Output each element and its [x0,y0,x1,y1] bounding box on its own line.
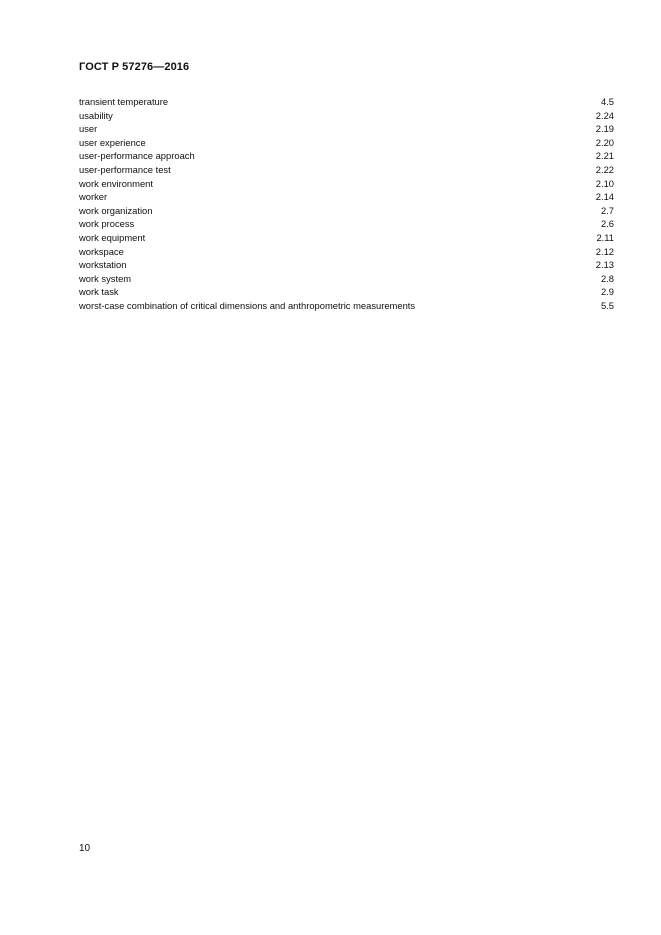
index-row [79,136,614,150]
index-row [79,272,614,286]
index-term: worst-case combination of critical dimensions and anthropometric measurements [79,299,416,311]
index-term: user experience [79,136,146,148]
index-row [79,231,614,245]
index-row [79,258,614,272]
index-row [79,299,614,313]
page-number: 10 [79,843,91,854]
index-reference: 2.24 [595,109,614,121]
index-reference: 2.21 [595,150,614,162]
index-reference: 2.6 [600,218,614,230]
index-row [79,95,614,109]
index-row [79,217,614,231]
index-term: work process [79,218,135,230]
index-term: usability [79,109,113,121]
index-term: work organization [79,204,153,216]
index-term: work system [79,272,132,284]
index-term: work environment [79,177,153,189]
index-term: user [79,123,98,135]
index-term: workspace [79,245,124,257]
index-reference: 2.19 [595,123,614,135]
index-term: user-performance test [79,163,171,175]
index-reference: 2.20 [595,136,614,148]
index-reference: 2.8 [600,272,614,284]
index-row [79,177,614,191]
index-reference: 2.10 [595,177,614,189]
index-term: transient temperature [79,96,169,107]
index-reference: 2.14 [595,191,614,203]
index-reference: 4.5 [600,96,614,107]
index-row [79,190,614,204]
index-term: user-performance approach [79,150,195,162]
index-reference: 2.13 [595,259,614,271]
term-index-list [79,95,614,313]
document-header: ГОСТ Р 57276—2016 [79,61,190,73]
index-reference: 2.9 [600,286,614,298]
index-term: worker [79,191,108,203]
index-row [79,122,614,136]
index-reference: 5.5 [600,299,614,311]
index-row [79,204,614,218]
index-reference: 2.22 [595,163,614,175]
index-reference: 2.11 [596,231,614,243]
index-term: workstation [79,259,127,271]
index-row [79,109,614,123]
index-term: work task [79,286,119,298]
index-reference: 2.7 [600,204,614,216]
index-row [79,149,614,163]
index-row [79,285,614,299]
index-reference: 2.12 [595,245,614,257]
index-row [79,163,614,177]
index-row [79,245,614,259]
index-term: work equipment [79,231,146,243]
